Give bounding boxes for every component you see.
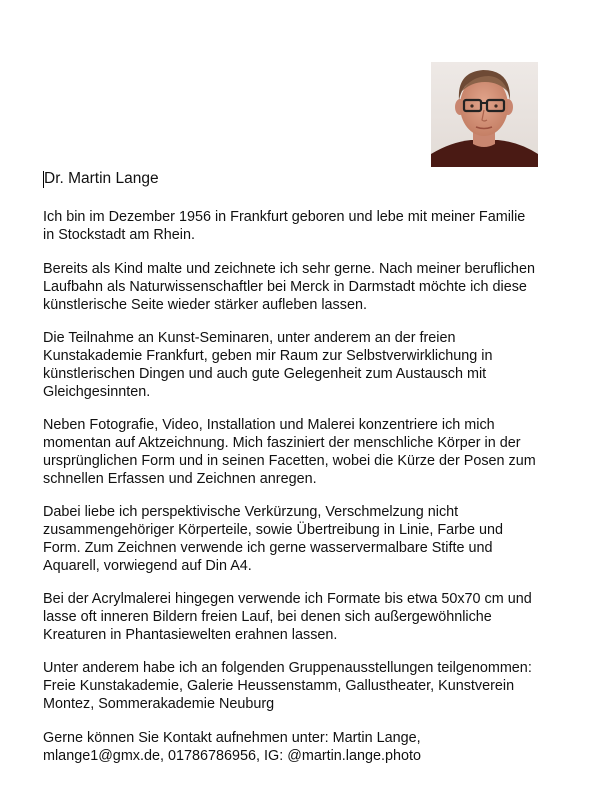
text-line: Kunstakademie Frankfurt, geben mir Raum zur Selbstverwirklichung in	[43, 348, 493, 364]
text-line: Gerne können Sie Kontakt aufnehmen unter: Martin Lange,	[43, 730, 421, 746]
paragraph-birth	[43, 208, 525, 244]
text-line: künstlerische Seite wieder stärker aufleben lassen.	[43, 297, 367, 313]
text-line: Bereits als Kind malte und zeichnete ich sehr gerne. Nach meiner beruflichen	[43, 261, 535, 277]
text-line: in Stockstadt am Rhein.	[43, 227, 195, 243]
text-line: Dabei liebe ich perspektivische Verkürzung, Verschmelzung nicht	[43, 504, 459, 520]
paragraph-media	[43, 416, 536, 488]
text-line: Neben Fotografie, Video, Installation und Malerei konzentriere ich mich	[43, 417, 495, 433]
text-line: Form. Zum Zeichnen verwende ich gerne wasservermalbare Stifte und	[43, 540, 493, 556]
author-name: Dr. Martin Lange	[44, 170, 159, 187]
text-line: Laufbahn als Naturwissenschaftler bei Merck in Darmstadt möchte ich diese	[43, 279, 527, 295]
text-line: lasse oft inneren Bildern freien Lauf, bei denen sich außergewöhnliche	[43, 609, 492, 625]
text-line: schnellen Erfassen und Zeichnen anregen.	[43, 471, 317, 487]
text-line: Freie Kunstakademie, Galerie Heussenstamm, Gallustheater, Kunstverein	[43, 678, 515, 694]
portrait-icon	[431, 62, 538, 167]
text-line: Ich bin im Dezember 1956 in Frankfurt geboren und lebe mit meiner Familie	[43, 209, 526, 225]
text-line: mlange1@gmx.de, 01786786956, IG: @martin.lange.photo	[43, 748, 422, 764]
text-line: Montez, Sommerakademie Neuburg	[43, 696, 275, 712]
text-line: momentan auf Aktzeichnung. Mich fasziniert der menschliche Körper in der	[43, 435, 521, 451]
paragraph-acrylic	[43, 590, 532, 644]
paragraph-childhood	[43, 260, 535, 314]
text-line: Unter anderem habe ich an folgenden Gruppenausstellungen teilgenommen:	[43, 660, 532, 676]
paragraph-seminars	[43, 329, 493, 401]
text-line: Die Teilnahme an Kunst-Seminaren, unter anderem an der freien	[43, 330, 456, 346]
text-line: zusammengehöriger Körperteile, sowie Übertreibung in Linie, Farbe und	[43, 522, 503, 538]
text-line: Bei der Acrylmalerei hingegen verwende ich Formate bis etwa 50x70 cm und	[43, 591, 532, 607]
text-line: ursprünglichen Form und in seinen Facetten, wobei die Kürze der Posen zum	[43, 453, 536, 469]
text-line: Kreaturen in Phantasiewelten erahnen lassen.	[43, 627, 338, 643]
portrait-photo	[431, 62, 538, 167]
text-line: Aquarell, vorwiegend auf Din A4.	[43, 558, 252, 574]
paragraph-contact	[43, 729, 421, 765]
text-line: künstlerischen Dingen und auch gute Gelegenheit zum Austausch mit	[43, 366, 487, 382]
paragraph-exhibitions	[43, 659, 532, 713]
text-line: Gleichgesinnten.	[43, 384, 151, 400]
paragraph-techniques	[43, 503, 503, 575]
